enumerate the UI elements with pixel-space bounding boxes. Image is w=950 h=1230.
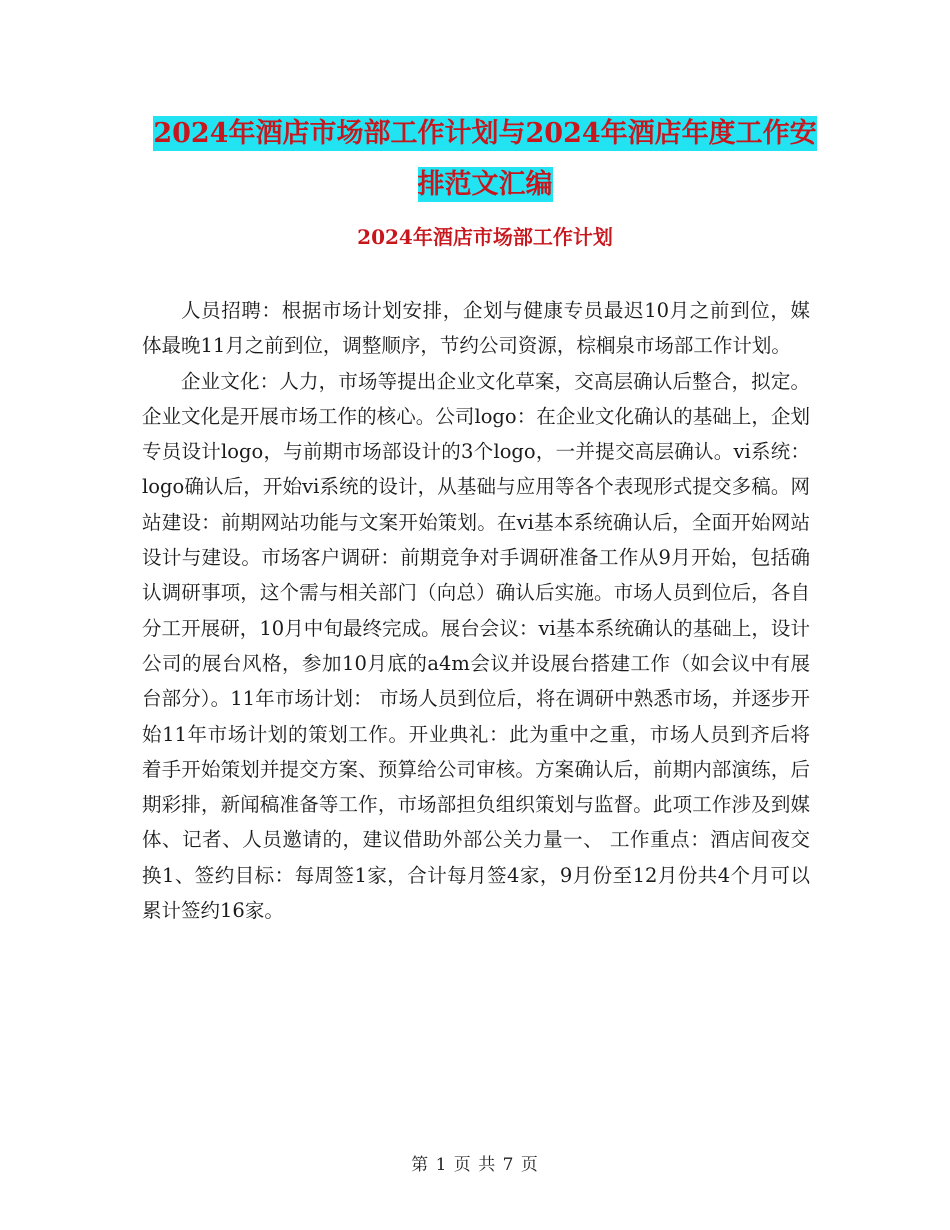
document-title-line-2: 排范文汇编	[417, 169, 553, 200]
body-text	[142, 293, 810, 928]
document-title	[140, 108, 830, 210]
paragraph-corporate-culture: 企业文化：人力，市场等提出企业文化草案，交高层确认后整合，拟定。企业文化是开展市场工作的核心。公司logo：在企业文化确认的基础上，企划专员设计logo，与前期市场部设计的3个logo，一并提交高层确认。vi系统： logo确认后，开始vi系统的设计，从基础与应用等各个表现形式提交多稿。网站建设：前期网站功能与文案开始策划。在vi基本系统确认后，全面开始网站设计与建设。市场客户调研：前期竞争对手调研准备工作从9月开始，包括确认调研事项，这个需与相关部门（向总）确认后实施。市场人员到位后，各自分工开展研，10月中旬最终完成。展台会议：vi基本系统确认的基础上，设计公司的展台风格，参加10月底的a4m会议并设展台搭建工作（如会议中有展台部分）。11年市场计划： 市场人员到位后，将在调研中熟悉市场，并逐步开始11年市场计划的策划工作。开业典礼：此为重中之重，市场人员到齐后将着手开始策划并提交方案、预算给公司审核。方案确认后，前期内部演练，后期彩排，新闻稿准备等工作，市场部担负组织策划与监督。此项工作涉及到媒体、记者、人员邀请的，建议借助外部公关力量一、 工作重点：酒店间夜交换1、签约目标：每周签1家，合计每月签4家，9月份至12月份共4个月可以累计签约16家。	[142, 369, 810, 923]
section-title: 2024年酒店市场部工作计划	[357, 225, 613, 249]
document-title-line-1: 2024年酒店市场部工作计划与2024年酒店年度工作安	[153, 118, 817, 149]
paragraph-recruitment: 人员招聘：根据市场计划安排，企划与健康专员最迟10月之前到位，媒体最晚11月之前到位，调整顺序，节约公司资源，棕榈泉市场部工作计划。	[142, 299, 810, 358]
page-number-label: 第 1 页 共 7 页	[411, 1155, 539, 1175]
page-footer	[0, 1150, 950, 1175]
